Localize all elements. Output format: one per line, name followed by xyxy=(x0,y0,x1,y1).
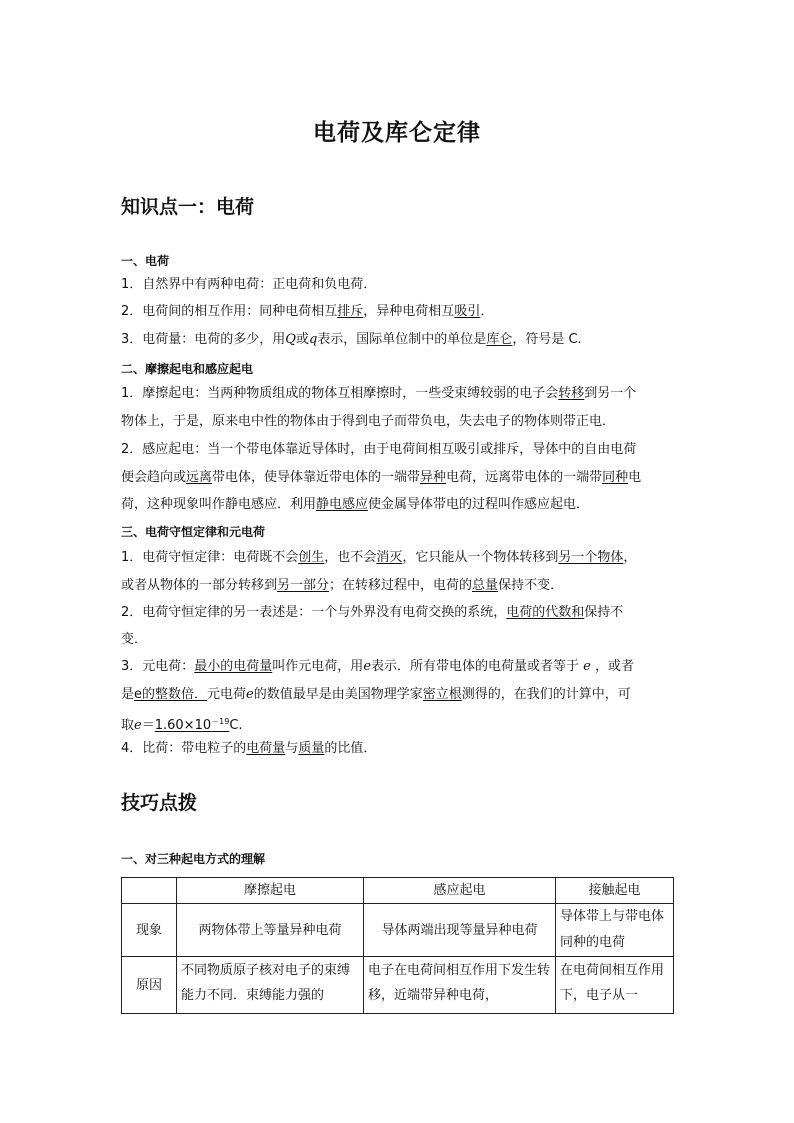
electrification-line-4: 便会趋向或远离带电体，使导体靠近带电体的一端带异种电荷，远离带电体的一端带同种电 xyxy=(121,470,642,485)
charge-line-1: 1．自然界中有两种电荷：正电荷和负电荷． xyxy=(121,277,377,292)
electrification-line-1: 1．摩擦起电：当两种物质组成的物体互相摩擦时，一些受束缚较弱的电子会转移到另一个 xyxy=(121,386,637,401)
table-row-label: 现象 xyxy=(122,904,177,957)
table-cell: 导体带上与带电体同种的电荷 xyxy=(556,904,674,957)
table-row xyxy=(122,904,674,957)
charge-line-2: 2．电荷间的相互作用：同种电荷相互排斥，异种电荷相互吸引． xyxy=(121,304,494,319)
knowledge-point-heading: 知识点一：电荷 xyxy=(121,196,255,218)
elementary-charge-line-2: 是e的整数倍．元电荷e的数值最早是由美国物理学家密立根测得的，在我们的计算中，可 xyxy=(121,687,631,702)
table-header-row xyxy=(122,878,674,904)
electrification-line-2: 物体上，于是，原来电中性的物体由于得到电子而带负电，失去电子的物体则带正电． xyxy=(121,414,616,429)
electrification-line-3: 2．感应起电：当一个带电体靠近导体时，由于电荷间相互吸引或排斥，导体中的自由电荷 xyxy=(121,442,637,457)
section-conservation-title: 三、电荷守恒定律和元电荷 xyxy=(121,525,266,539)
table-header-cell xyxy=(122,878,177,904)
elementary-charge-line-1: 3．元电荷：最小的电荷量叫作元电荷，用e表示．所有带电体的电荷量或者等于 e ，或者 xyxy=(121,659,635,674)
specific-charge-line: 4．比荷：带电粒子的电荷量与质量的比值． xyxy=(121,741,377,756)
table-header-cell: 接触起电 xyxy=(556,878,674,904)
page-title: 电荷及库仑定律 xyxy=(313,120,481,146)
section-charge-title: 一、电荷 xyxy=(121,254,170,268)
section-electrification-title: 二、摩擦起电和感应起电 xyxy=(121,362,254,376)
conservation-line-1: 1．电荷守恒定律：电荷既不会创生，也不会消灭，它只能从一个物体转移到另一个物体， xyxy=(121,550,637,565)
table-row-label: 原因 xyxy=(122,957,177,1014)
table-row xyxy=(122,957,674,1014)
table-cell: 导体两端出现等量异种电荷 xyxy=(364,904,556,957)
conservation-line-2: 或者从物体的一部分转移到另一部分；在转移过程中，电荷的总量保持不变． xyxy=(121,578,564,593)
electrification-line-5: 荷，这种现象叫作静电感应．利用静电感应使金属导体带电的过程叫作感应起电． xyxy=(121,497,590,512)
conservation-line-4: 变． xyxy=(121,632,148,647)
table-header-cell: 摩擦起电 xyxy=(177,878,364,904)
table-header-cell: 感应起电 xyxy=(364,878,556,904)
electrification-comparison-table xyxy=(121,877,674,1014)
table-cell: 不同物质原子核对电子的束缚能力不同．束缚能力强的 xyxy=(177,957,364,1014)
table-cell: 两物体带上等量异种电荷 xyxy=(177,904,364,957)
tips-subheading: 一、对三种起电方式的理解 xyxy=(121,852,266,866)
table-cell: 电子在电荷间相互作用下发生转移，近端带异种电荷， xyxy=(364,957,556,1014)
table-cell: 在电荷间相互作用下，电子从一 xyxy=(556,957,674,1014)
elementary-charge-line-3: 取$e=1.60\times 10^{-19}C$. xyxy=(121,717,243,733)
charge-line-3: 3．电荷量：电荷的多少，用Q或q表示，国际单位制中的单位是库仑，符号是 C. xyxy=(121,332,582,347)
conservation-line-3: 2．电荷守恒定律的另一表述是：一个与外界没有电荷交换的系统，电荷的代数和保持不 xyxy=(121,605,624,620)
tips-heading: 技巧点拨 xyxy=(121,792,198,814)
